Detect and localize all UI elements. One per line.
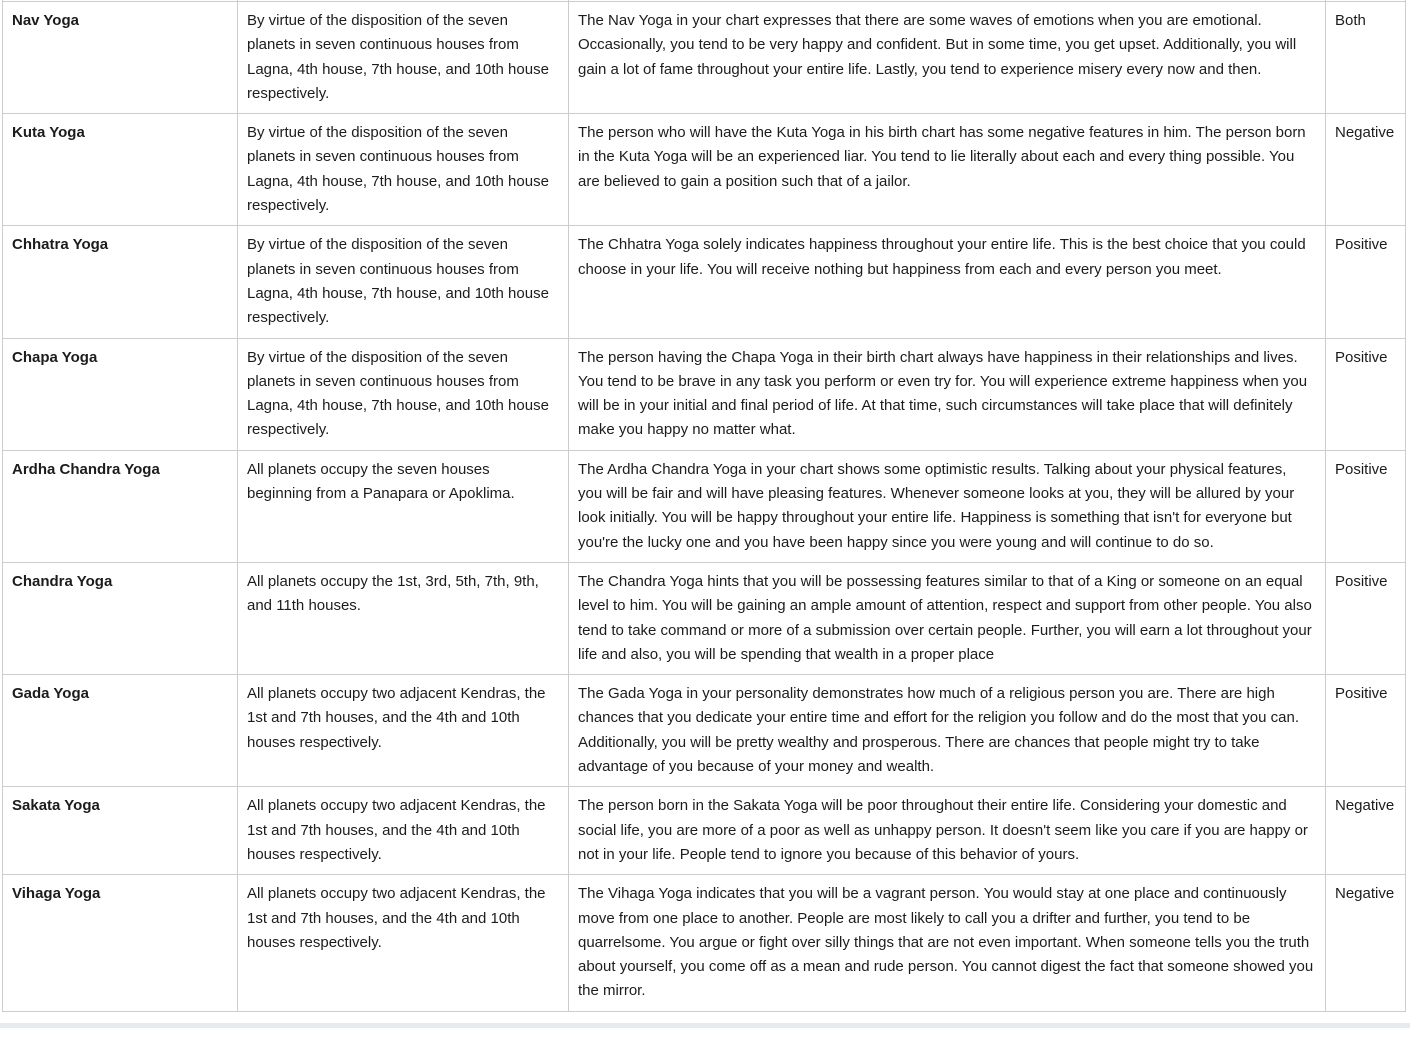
bottom-page-strip xyxy=(0,1023,1410,1028)
cell-nature: Positive xyxy=(1326,675,1406,787)
table-row xyxy=(3,450,1406,562)
cell-nature: Positive xyxy=(1326,338,1406,450)
cell-name: Vihaga Yoga xyxy=(3,875,238,1011)
cell-nature: Both xyxy=(1326,2,1406,114)
cell-nature: Negative xyxy=(1326,787,1406,875)
table-row xyxy=(3,2,1406,114)
cell-interpretation: The Vihaga Yoga indicates that you will be a vagrant person. You would stay at one place and continuously move from one place to another. People are most likely to call you a drifter and further, you tend to be quarrelsome. You argue or fight over silly things that are not even important. When someone tells you the truth about yourself, you come off as a mean and rude person. You cannot digest the fact that someone showed you the mirror. xyxy=(569,875,1326,1011)
cell-formation: All planets occupy the 1st, 3rd, 5th, 7th, 9th, and 11th houses. xyxy=(238,562,569,674)
cell-name: Sakata Yoga xyxy=(3,787,238,875)
cell-interpretation: The person who will have the Kuta Yoga in his birth chart has some negative features in him. The person born in the Kuta Yoga will be an experienced liar. You tend to lie literally about each and every thing possible. You are believed to gain a position such that of a jailor. xyxy=(569,114,1326,226)
cell-formation: By virtue of the disposition of the seven planets in seven continuous houses from Lagna, 4th house, 7th house, and 10th house respectively. xyxy=(238,338,569,450)
cell-nature: Positive xyxy=(1326,450,1406,562)
cell-name: Chapa Yoga xyxy=(3,338,238,450)
cell-name: Chhatra Yoga xyxy=(3,226,238,338)
yoga-results-table xyxy=(2,0,1406,1012)
cell-name: Chandra Yoga xyxy=(3,562,238,674)
cell-formation: All planets occupy two adjacent Kendras, the 1st and 7th houses, and the 4th and 10th houses respectively. xyxy=(238,675,569,787)
table-row xyxy=(3,114,1406,226)
cell-formation: By virtue of the disposition of the seven planets in seven continuous houses from Lagna, 4th house, 7th house, and 10th house respectively. xyxy=(238,2,569,114)
cell-interpretation: The person born in the Sakata Yoga will be poor throughout their entire life. Considering your domestic and social life, you are more of a poor as well as unhappy person. It doesn't seem like you care if you are happy or not in your life. People tend to ignore you because of this behavior of yours. xyxy=(569,787,1326,875)
cell-name: Gada Yoga xyxy=(3,675,238,787)
cell-interpretation: The Chhatra Yoga solely indicates happiness throughout your entire life. This is the best choice that you could choose in your life. You will receive nothing but happiness from each and every person you meet. xyxy=(569,226,1326,338)
table-row xyxy=(3,562,1406,674)
cell-formation: All planets occupy two adjacent Kendras, the 1st and 7th houses, and the 4th and 10th houses respectively. xyxy=(238,787,569,875)
cell-interpretation: The person having the Chapa Yoga in their birth chart always have happiness in their relationships and lives. You tend to be brave in any task you perform or even try for. You will experience extreme happiness when you will be in your initial and final period of life. At that time, such circumstances will take place that will definitely make you happy no matter what. xyxy=(569,338,1326,450)
table-row xyxy=(3,875,1406,1011)
table-row xyxy=(3,338,1406,450)
table-row xyxy=(3,675,1406,787)
cell-nature: Negative xyxy=(1326,875,1406,1011)
cell-name: Nav Yoga xyxy=(3,2,238,114)
cell-nature: Negative xyxy=(1326,114,1406,226)
cell-formation: By virtue of the disposition of the seven planets in seven continuous houses from Lagna, 4th house, 7th house, and 10th house respectively. xyxy=(238,226,569,338)
cell-nature: Positive xyxy=(1326,226,1406,338)
cell-nature: Positive xyxy=(1326,562,1406,674)
cell-interpretation: The Gada Yoga in your personality demonstrates how much of a religious person you are. There are high chances that you dedicate your entire time and effort for the religion you follow and do the most that you can. Additionally, you will be pretty wealthy and prosperous. There are chances that people might try to take advantage of you because of your money and wealth. xyxy=(569,675,1326,787)
cell-formation: By virtue of the disposition of the seven planets in seven continuous houses from Lagna, 4th house, 7th house, and 10th house respectively. xyxy=(238,114,569,226)
cell-interpretation: The Ardha Chandra Yoga in your chart shows some optimistic results. Talking about your physical features, you will be fair and will have pleasing features. Whenever someone looks at you, they will be allured by your look initially. You will be happy throughout your entire life. Happiness is something that isn't for everyone but you're the lucky one and you have been happy since you were young and will continue to do so. xyxy=(569,450,1326,562)
cell-formation: All planets occupy the seven houses beginning from a Panapara or Apoklima. xyxy=(238,450,569,562)
cell-name: Kuta Yoga xyxy=(3,114,238,226)
cell-formation: All planets occupy two adjacent Kendras, the 1st and 7th houses, and the 4th and 10th houses respectively. xyxy=(238,875,569,1011)
cell-interpretation: The Chandra Yoga hints that you will be possessing features similar to that of a King or someone on an equal level to him. You will be gaining an ample amount of attention, respect and support from other people. You also tend to take command or more of a submission over certain people. Further, you will earn a lot throughout your life and also, you will be spending that wealth in a proper place xyxy=(569,562,1326,674)
cell-name: Ardha Chandra Yoga xyxy=(3,450,238,562)
table-row xyxy=(3,226,1406,338)
yoga-table-body xyxy=(3,0,1406,1011)
table-row xyxy=(3,787,1406,875)
cell-interpretation: The Nav Yoga in your chart expresses that there are some waves of emotions when you are emotional. Occasionally, you tend to be very happy and confident. But in some time, you get upset. Additionally, you will gain a lot of fame throughout your entire life. Lastly, you tend to experience misery every now and then. xyxy=(569,2,1326,114)
